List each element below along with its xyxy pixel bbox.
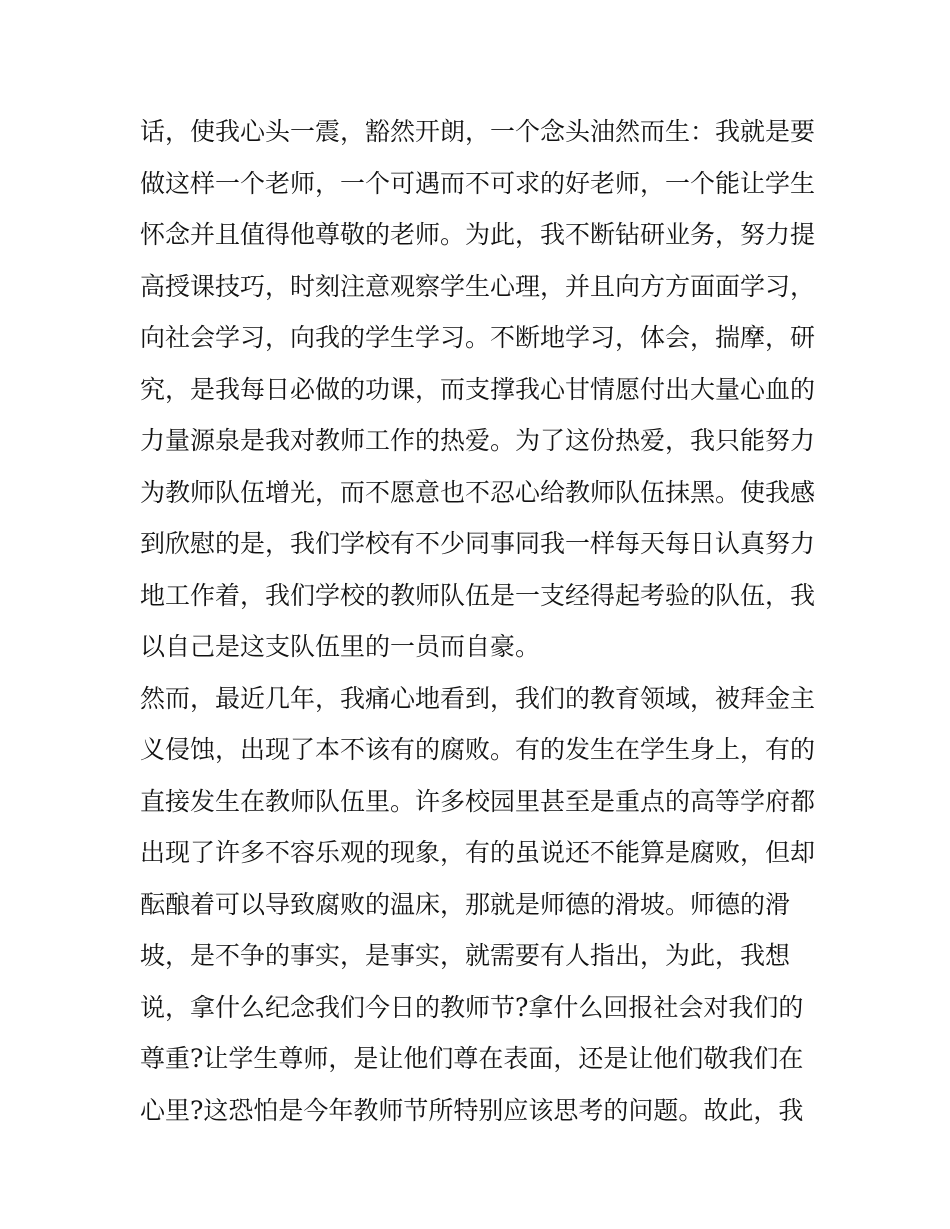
text-line: 向社会学习，向我的学生学习。不断地学习，体会，揣摩，研 [140,323,816,352]
text-line: 坡，是不争的事实，是事实，就需要有人指出，为此，我想 [140,941,791,970]
text-line: 出现了许多不容乐观的现象，有的虽说还不能算是腐败，但却 [140,838,816,867]
text-line: 尊重?让学生尊师，是让他们尊在表面，还是让他们敬我们在 [140,1044,804,1073]
text-line: 做这样一个老师，一个可遇而不可求的好老师，一个能让学生 [140,168,816,198]
text-line: 究，是我每日必做的功课，而支撑我心甘情愿付出大量心血的 [140,374,816,404]
text-line: 为教师队伍增光，而不愿意也不忍心给教师队伍抹黑。使我感 [140,477,816,507]
document-body-text [140,106,820,1136]
text-line: 说，拿什么纪念我们今日的教师节?拿什么回报社会对我们的 [140,992,804,1022]
text-line: 心里?这恐怕是今年教师节所特别应该思考的问题。故此，我 [140,1095,804,1125]
text-line: 义侵蚀，出现了本不该有的腐败。有的发生在学生身上，有的 [140,735,816,764]
text-line: 直接发生在教师队伍里。许多校园里甚至是重点的高等学府都 [140,786,816,816]
text-line: 高授课技巧，时刻注意观察学生心理，并且向方方面面学习， [140,271,816,301]
text-line: 到欣慰的是，我们学校有不少同事同我一样每天每日认真努力 [140,529,816,558]
text-line: 怀念并且值得他尊敬的老师。为此，我不断钻研业务，努力提 [140,220,816,249]
text-line: 然而，最近几年，我痛心地看到，我们的教育领域，被拜金主 [140,683,816,713]
text-line: 地工作着，我们学校的教师队伍是一支经得起考验的队伍，我 [140,580,816,610]
text-line: 酝酿着可以导致腐败的温床，那就是师德的滑坡。师德的滑 [140,889,791,919]
text-line: 话，使我心头一震，豁然开朗，一个念头油然而生：我就是要 [140,117,816,146]
text-line: 以自己是这支队伍里的一员而自豪。 [140,632,541,661]
text-line: 力量源泉是我对教师工作的热爱。为了这份热爱，我只能努力 [140,426,816,455]
